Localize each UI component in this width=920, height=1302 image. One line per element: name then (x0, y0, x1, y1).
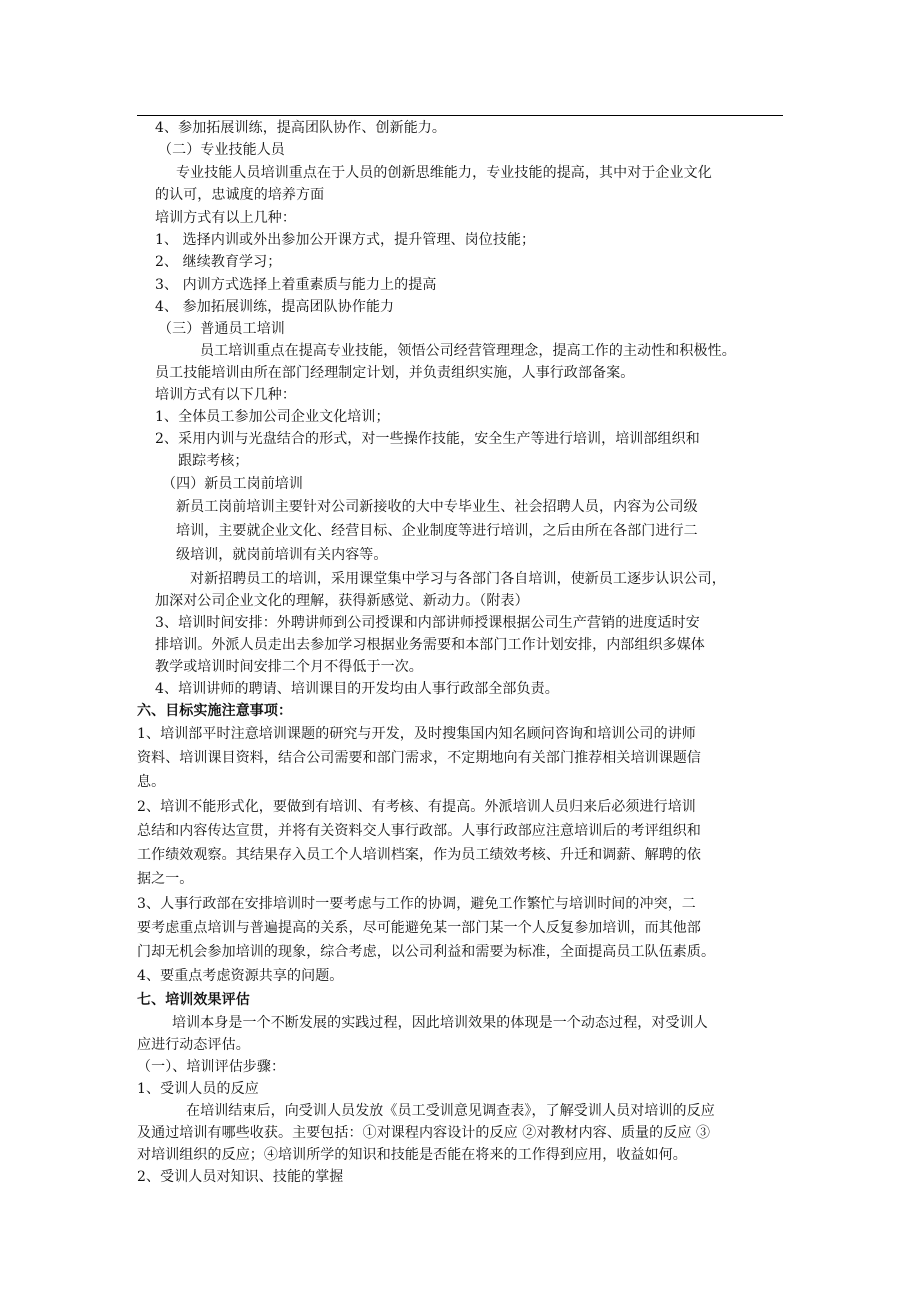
list-item: 2、 继续教育学习； (155, 254, 282, 270)
text-line: 教学或培训时间安排二个月不得低于一次。 (155, 659, 423, 675)
section-subheading: （二）专业技能人员 (158, 142, 285, 158)
list-item: 2、培训不能形式化，要做到有培训、有考核、有提高。外派培训人员归来后必须进行培训 (137, 799, 696, 815)
list-item: 1、培训部平时注意培训课题的研究与开发，及时搜集国内知名顾问咨询和培训公司的讲师 (137, 726, 696, 742)
list-item: 3、培训时间安排：外聘讲师到公司授课和内部讲师授课根据公司生产营销的进度适时安 (155, 615, 700, 631)
list-item: 1、 选择内训或外出参加公开课方式，提升管理、岗位技能； (155, 232, 536, 248)
text-line: 应进行动态评估。 (137, 1037, 250, 1053)
section-subheading: （三）普通员工培训 (158, 321, 285, 337)
text-line: 息。 (137, 774, 166, 790)
list-item: 2、采用内训与光盘结合的形式，对一些操作技能，安全生产等进行培训，培训部组织和 (155, 431, 700, 447)
text-line: 员工培训重点在提高专业技能，领悟公司经营管理理念，提高工作的主动性和积极性。 (200, 343, 736, 359)
text-line: 门却无机会参加培训的现象，综合考虑，以公司利益和需要为标准，全面提高员工队伍素质。 (137, 944, 716, 960)
text-line: 要考虑重点培训与普遍提高的关系，尽可能避免某一部门某一个人反复参加培训，而其他部 (137, 920, 701, 936)
text-line: 加深对公司企业文化的理解，获得新感觉、新动力。（附表） (155, 593, 529, 609)
list-item: 4、 参加拓展训练，提高团队协作能力 (155, 299, 395, 315)
text-line: 培训，主要就企业文化、经营目标、企业制度等进行培训，之后由所在各部门进行二 (176, 523, 698, 539)
text-line: 据之一。 (137, 871, 194, 887)
section-subheading: （四）新员工岗前培训 (162, 476, 303, 492)
text-line: 在培训结束后，向受训人员发放《员工受训意见调查表》，了解受训人员对培训的反应 (186, 1103, 715, 1119)
text-line: 的认可，忠诚度的培养方面 (155, 187, 325, 203)
text-line: 级培训，就岗前培训有关内容等。 (176, 547, 388, 563)
text-line: 培训方式有以下几种： (155, 387, 296, 403)
text-line: 专业技能人员培训重点在于人员的创新思维能力，专业技能的提高，其中对于企业文化 (176, 165, 712, 181)
text-line: 对新招聘员工的培训，采用课堂集中学习与各部门各自培训，使新员工逐步认识公司， (190, 571, 726, 587)
text-line: 培训方式有以上几种： (155, 210, 296, 226)
list-item: 1、受训人员的反应 (137, 1081, 259, 1097)
header-rule (137, 115, 783, 116)
text-line: 员工技能培训由所在部门经理制定计划，并负责组织实施，人事行政部备案。 (155, 365, 635, 381)
section-heading: 七、培训效果评估 (137, 992, 250, 1008)
text-line: 资料、培训课目资料，结合公司需要和部门需求，不定期地向有关部门推荐相关培训课题信 (137, 750, 701, 766)
text-line: 对培训组织的反应；④培训所学的知识和技能是否能在将来的工作得到应用，收益如何。 (137, 1147, 687, 1163)
text-line: 排培训。外派人员走出去参加学习根据业务需要和本部门工作计划安排，内部组织多媒体 (155, 637, 705, 653)
text-line: 新员工岗前培训主要针对公司新接收的大中专毕业生、社会招聘人员，内容为公司级 (176, 499, 698, 515)
list-item: 4、要重点考虑资源共享的问题。 (137, 968, 344, 984)
text-line: 总结和内容传达宣贯，并将有关资料交人事行政部。人事行政部应注意培训后的考评组织和 (137, 823, 701, 839)
section-heading: 六、目标实施注意事项： (137, 703, 293, 719)
section-subheading: （一）、培训评估步骤： (137, 1059, 286, 1075)
text-line: 跟踪考核； (178, 453, 249, 469)
text-line: 培训本身是一个不断发展的实践过程，因此培训效果的体现是一个动态过程，对受训人 (172, 1015, 708, 1031)
text-line: 4、参加拓展训练，提高团队协作、创新能力。 (155, 120, 447, 136)
list-item: 4、培训讲师的聘请、培训课目的开发均由人事行政部全部负责。 (155, 681, 559, 697)
list-item: 3、 内训方式选择上着重素质与能力上的提高 (155, 277, 437, 293)
list-item: 3、人事行政部在安排培训时一要考虑与工作的协调，避免工作繁忙与培训时间的冲突，二 (137, 896, 696, 912)
text-line: 及通过培训有哪些收获。主要包括：①对课程内容设计的反应 ②对教材内容、质量的反应 ③ (137, 1125, 711, 1141)
list-item: 2、受训人员对知识、技能的掌握 (137, 1169, 344, 1185)
text-line: 工作绩效观察。其结果存入员工个人培训档案，作为员工绩效考核、升迁和调薪、解聘的依 (137, 847, 701, 863)
list-item: 1、全体员工参加公司企业文化培训； (155, 409, 390, 425)
